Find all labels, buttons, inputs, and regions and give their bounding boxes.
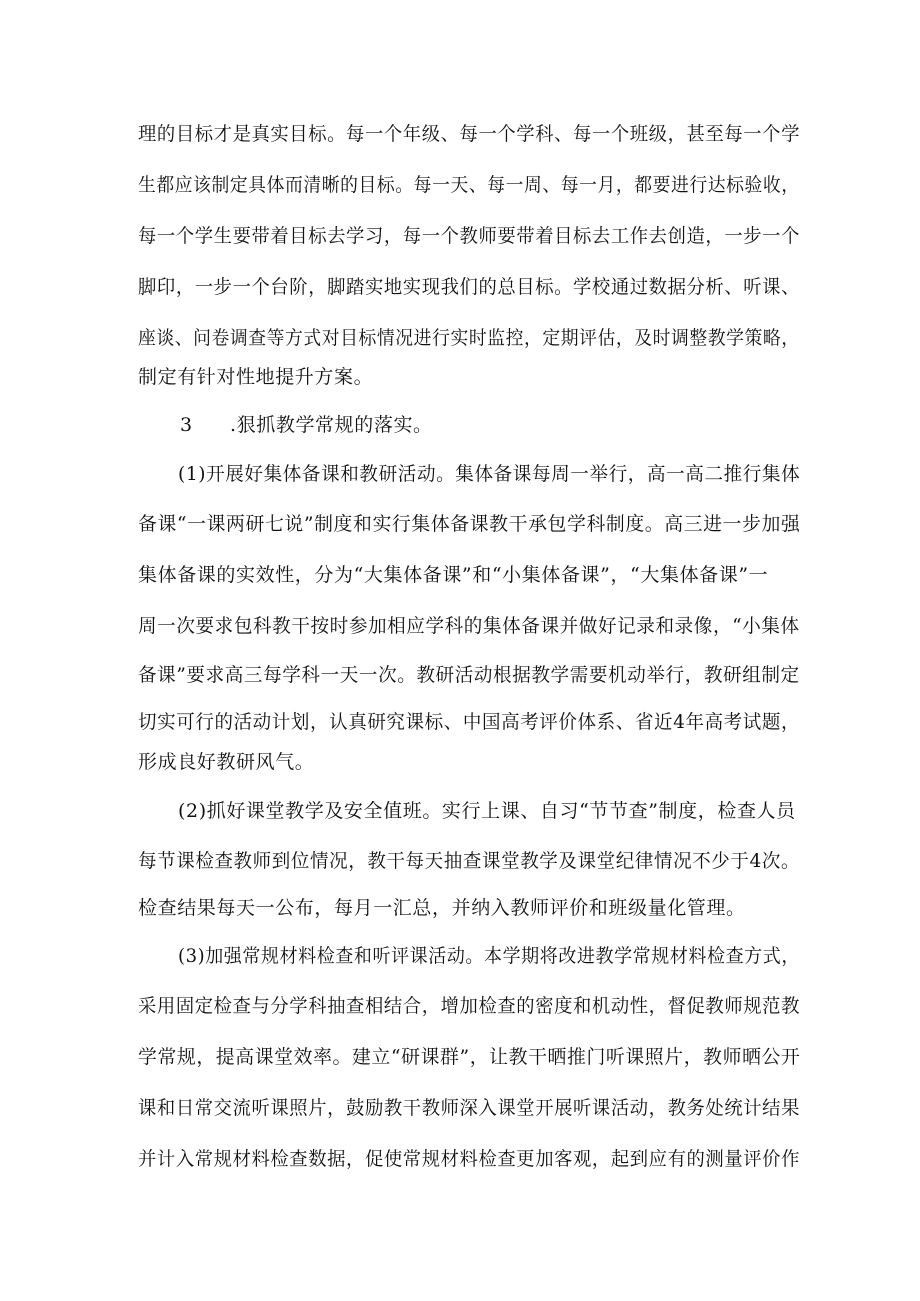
paragraph-line: (3)加强常规材料检查和听评课活动。本学期将改进教学常规材料检查方式， [178,945,800,967]
paragraph-line: 每节课检查教师到位情况，教干每天抽查课堂教学及课堂纪律情况不少于4次。 [138,850,801,872]
paragraph-line: 周一次要求包科教干按时参加相应学科的集体备课并做好记录和录像，“小集体 [138,615,800,637]
paragraph-line: 并计入常规材料检查数据，促使常规材料检查更加客观，起到应有的测量评价作 [138,1148,801,1170]
paragraph-line: 采用固定检查与分学科抽查相结合，增加检查的密度和机动性，督促教师规范教 [138,995,801,1017]
paragraph-line: 理的目标才是真实目标。每一个年级、每一个学科、每一个班级，甚至每一个学 [138,123,801,145]
paragraph-line: 学常规，提高课堂效率。建立“研课群”，让教干晒推门听课照片，教师晒公开 [138,1046,801,1068]
paragraph-line: 制定有针对性地提升方案。 [138,366,374,388]
section-heading-number: 3 [180,414,193,436]
paragraph-line: 每一个学生要带着目标去学习，每一个教师要带着目标去工作去创造，一步一个 [138,225,801,247]
paragraph-line: 检查结果每天一公布，每月一汇总，并纳入教师评价和班级量化管理。 [138,897,746,919]
section-heading-text: .狠抓教学常规的落实。 [230,414,433,436]
paragraph-line: (1)开展好集体备课和教研活动。集体备课每周一举行，高一高二推行集体 [178,463,801,485]
paragraph-line: 备课”要求高三每学科一天一次。教研活动根据教学需要机动举行，教研组制定 [138,664,800,686]
paragraph-line: 备课“一课两研七说”制度和实行集体备课教干承包学科制度。高三进一步加强 [138,513,801,535]
paragraph-line: (2)抓好课堂教学及安全值班。实行上课、自习“节节查”制度，检查人员 [178,800,796,822]
paragraph-line: 形成良好教研风气。 [138,751,315,773]
paragraph-line: 生都应该制定具体而清晰的目标。每一天、每一周、每一月，都要进行达标验收， [138,174,800,196]
paragraph-line: 集体备课的实效性，分为“大集体备课”和“小集体备课”，“大集体备课”一 [138,564,769,586]
paragraph-line: 座谈、问卷调查等方式对目标情况进行实时监控，定期评估，及时调整教学策略， [138,327,800,349]
paragraph-line: 切实可行的活动计划，认真研究课标、中国高考评价体系、省近4年高考试题， [138,711,801,733]
paragraph-line: 脚印，一步一个台阶，脚踏实地实现我们的总目标。学校通过数据分析、听课、 [138,276,801,298]
paragraph-line: 课和日常交流听课照片，鼓励教干教师深入课堂开展听课活动，教务处统计结果 [138,1097,801,1119]
